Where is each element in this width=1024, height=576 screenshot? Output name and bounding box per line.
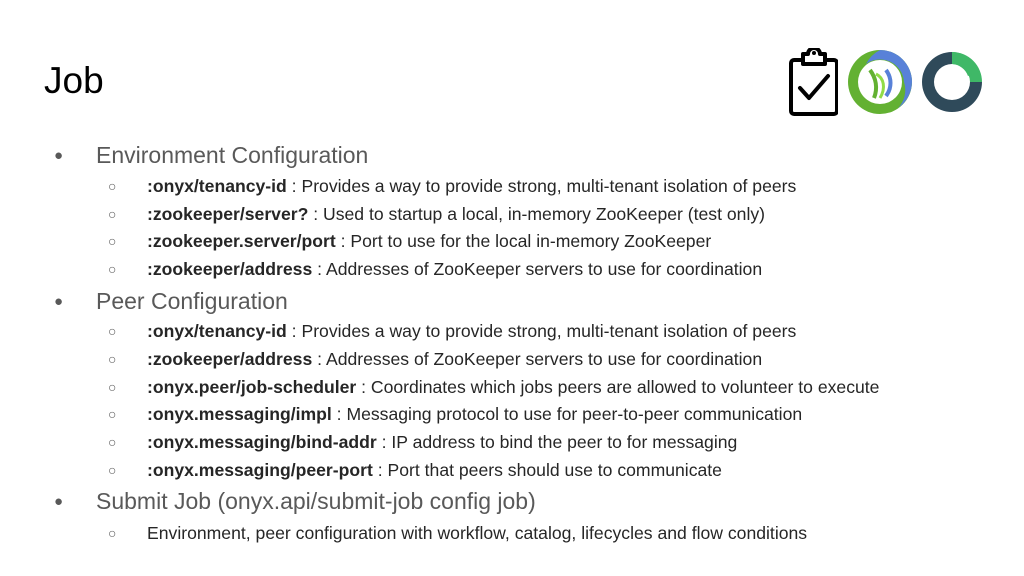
config-description: : Used to startup a local, in-memory ZooKeeper (test only) bbox=[308, 204, 766, 224]
list-item bbox=[108, 377, 880, 397]
list-item bbox=[108, 204, 766, 224]
item-description: Environment, peer configuration with workflow, catalog, lifecycles and flow conditions bbox=[147, 523, 808, 543]
bullet-hollow: ○ bbox=[108, 233, 117, 249]
bullet-hollow: ○ bbox=[108, 261, 117, 277]
config-key: :onyx.messaging/bind-addr bbox=[147, 432, 377, 452]
config-key: :onyx/tenancy-id bbox=[147, 176, 287, 196]
bullet-filled: ● bbox=[54, 147, 64, 164]
list-item bbox=[108, 231, 712, 251]
bullet-hollow: ○ bbox=[108, 379, 117, 395]
section-label: Submit Job (onyx.api/submit-job config job) bbox=[96, 488, 536, 514]
list-item bbox=[108, 259, 763, 279]
config-key: :onyx.messaging/peer-port bbox=[147, 460, 373, 480]
bullet-hollow: ○ bbox=[108, 406, 117, 422]
config-description: : Messaging protocol to use for peer-to-peer communication bbox=[331, 404, 803, 424]
config-key: :zookeeper/address bbox=[147, 349, 313, 369]
slide-title: Job bbox=[44, 60, 104, 101]
list-item bbox=[108, 432, 738, 452]
config-key: :zookeeper.server/port bbox=[147, 231, 336, 251]
list-item bbox=[108, 523, 808, 543]
bullet-hollow: ○ bbox=[108, 178, 117, 194]
list-item bbox=[108, 404, 803, 424]
config-description: : Addresses of ZooKeeper servers to use for coordination bbox=[312, 349, 763, 369]
config-key: :zookeeper/address bbox=[147, 259, 313, 279]
config-description: : Provides a way to provide strong, multi-tenant isolation of peers bbox=[286, 176, 797, 196]
config-description: : Port to use for the local in-memory ZooKeeper bbox=[335, 231, 712, 251]
section-label: Peer Configuration bbox=[96, 288, 288, 314]
section-environment-configuration bbox=[54, 142, 369, 168]
bullet-hollow: ○ bbox=[108, 462, 117, 478]
bullet-hollow: ○ bbox=[108, 434, 117, 450]
list-item bbox=[108, 349, 763, 369]
config-key: :onyx/tenancy-id bbox=[147, 321, 287, 341]
config-description: : Coordinates which jobs peers are allowed to volunteer to execute bbox=[356, 377, 880, 397]
config-description: : IP address to bind the peer to for messaging bbox=[376, 432, 738, 452]
bullet-hollow: ○ bbox=[108, 525, 117, 541]
section-peer-configuration bbox=[54, 288, 288, 314]
bullet-hollow: ○ bbox=[108, 206, 117, 222]
config-key: :zookeeper/server? bbox=[147, 204, 309, 224]
bullet-filled: ● bbox=[54, 493, 64, 510]
list-item bbox=[108, 176, 797, 196]
bullet-filled: ● bbox=[54, 293, 64, 310]
section-submit-job bbox=[54, 488, 536, 514]
config-key: :onyx.messaging/impl bbox=[147, 404, 332, 424]
bullet-hollow: ○ bbox=[108, 351, 117, 367]
list-item bbox=[108, 460, 722, 480]
config-description: : Provides a way to provide strong, multi-tenant isolation of peers bbox=[286, 321, 797, 341]
bullet-hollow: ○ bbox=[108, 323, 117, 339]
config-key: :onyx.peer/job-scheduler bbox=[147, 377, 357, 397]
config-description: : Port that peers should use to communicate bbox=[372, 460, 722, 480]
list-item bbox=[108, 321, 797, 341]
section-label: Environment Configuration bbox=[96, 142, 369, 168]
config-description: : Addresses of ZooKeeper servers to use for coordination bbox=[312, 259, 763, 279]
